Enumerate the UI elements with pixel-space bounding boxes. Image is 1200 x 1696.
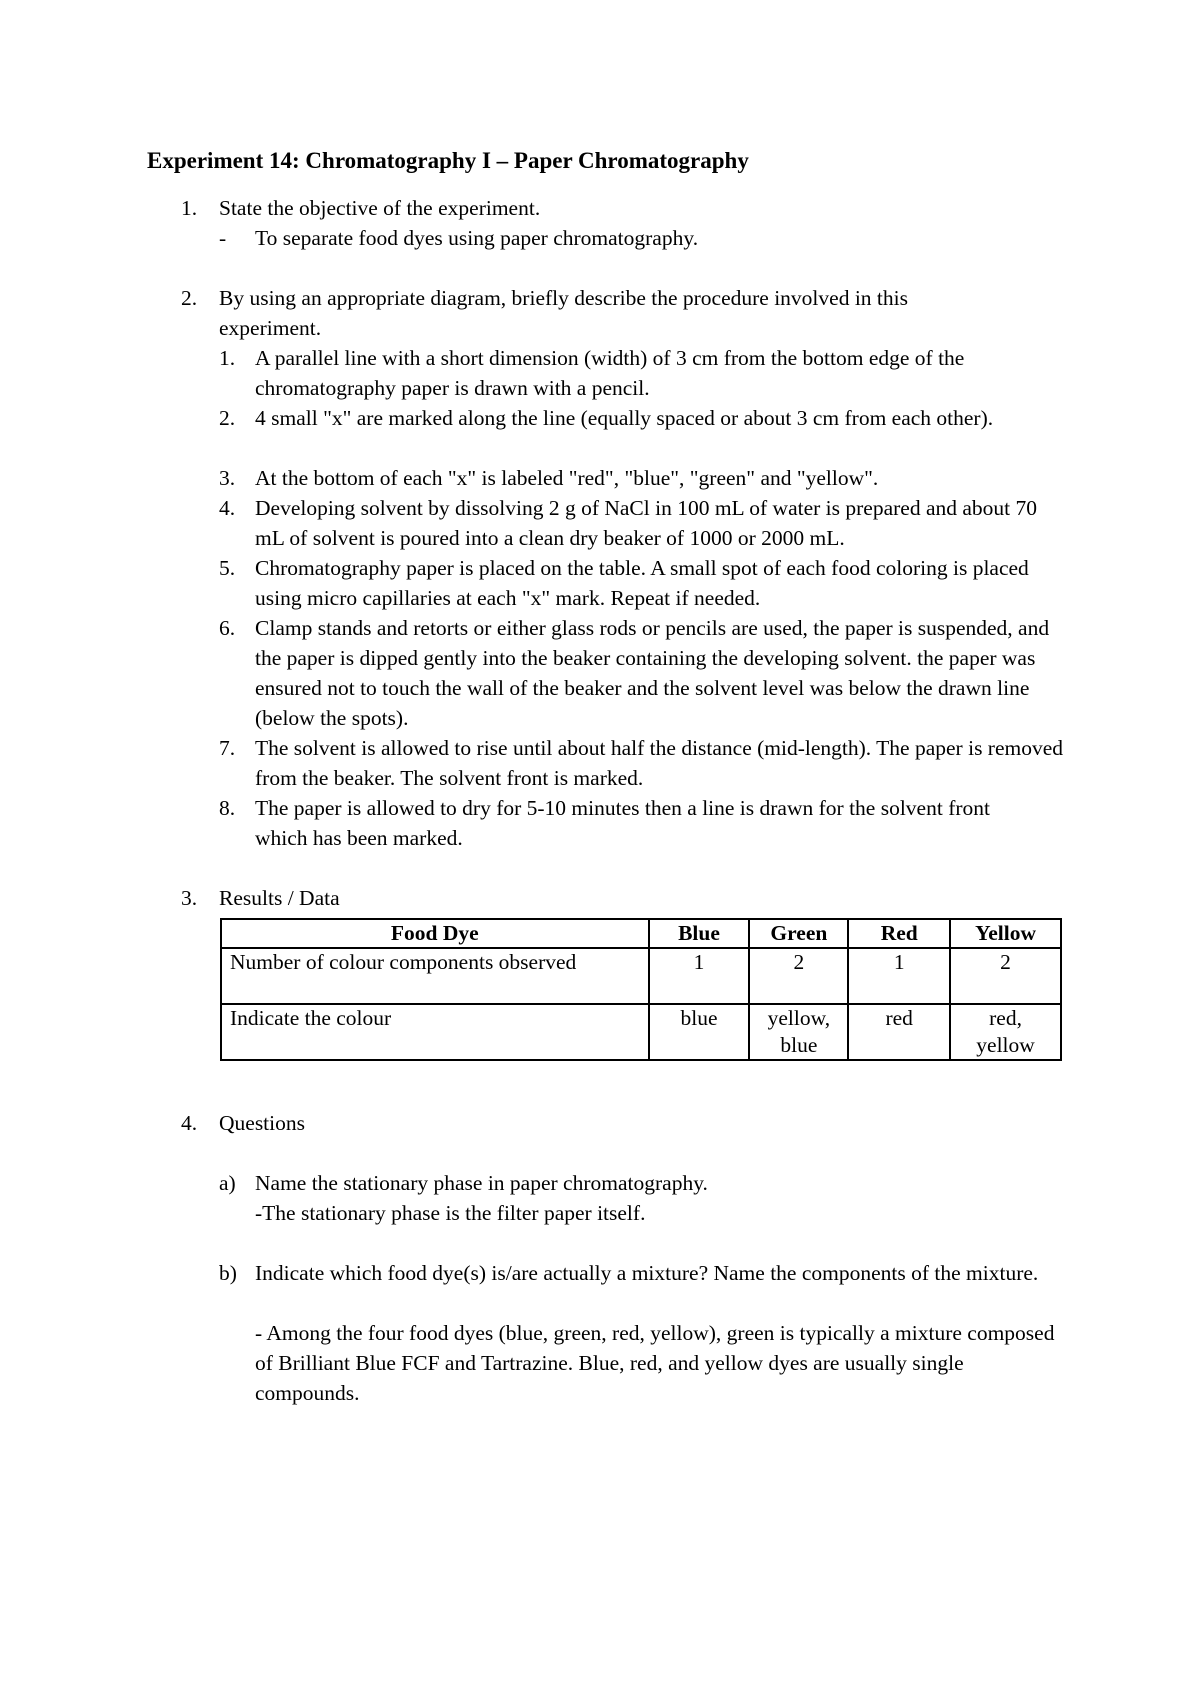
q4-text: Questions — [219, 1111, 305, 1135]
q2-text-line2: experiment. — [219, 316, 322, 340]
q4b-label: b) — [219, 1261, 237, 1285]
table-cell: 1 — [848, 948, 950, 1004]
step-number: 2. — [219, 406, 236, 430]
q4b-question: Indicate which food dye(s) is/are actually a mixture? Name the components of the mixture. — [255, 1261, 1039, 1285]
step-number: 5. — [219, 556, 236, 580]
q1-dash: - — [219, 226, 227, 250]
q1-number: 1. — [181, 196, 198, 220]
table-cell: blue — [649, 1004, 750, 1060]
table-row — [221, 1004, 1061, 1060]
table-header-cell: Red — [848, 919, 950, 948]
q4b-answer: - Among the four food dyes (blue, green, red, yellow), green is typically a mixture composed of Brilliant Blue FCF and Tartrazine. Blue, red, and yellow dyes are usually single compounds. — [255, 1321, 1055, 1405]
q1-answer: To separate food dyes using paper chromatography. — [255, 226, 699, 250]
procedure-step: The solvent is allowed to rise until about half the distance (mid-length). The paper is removed from the beaker. The solvent front is marked. — [255, 736, 1064, 790]
table-header-row — [221, 919, 1061, 948]
q1-text: State the objective of the experiment. — [219, 196, 541, 220]
table-header-cell: Blue — [649, 919, 750, 948]
procedure-step: 4 small "x" are marked along the line (equally spaced or about 3 cm from each other). — [255, 406, 994, 430]
table-cell: yellow, blue — [749, 1004, 848, 1060]
step-number: 7. — [219, 736, 236, 760]
step-number: 4. — [219, 496, 236, 520]
procedure-step: The paper is allowed to dry for 5-10 minutes then a line is drawn for the solvent front which has been marked. — [255, 796, 990, 850]
step-number: 1. — [219, 346, 236, 370]
procedure-step: A parallel line with a short dimension (width) of 3 cm from the bottom edge of the chromatography paper is drawn with a pencil. — [255, 346, 965, 400]
q4a-label: a) — [219, 1171, 236, 1195]
step-number: 3. — [219, 466, 236, 490]
results-table — [220, 918, 1062, 1061]
procedure-step: At the bottom of each "x" is labeled "red", "blue", "green" and "yellow". — [255, 466, 879, 490]
table-cell: Number of colour components observed — [221, 948, 649, 1004]
q4a-question: Name the stationary phase in paper chromatography. — [255, 1171, 708, 1195]
table-cell: 2 — [950, 948, 1061, 1004]
table-cell: red, yellow — [950, 1004, 1061, 1060]
q4a-answer: -The stationary phase is the filter paper itself. — [255, 1201, 646, 1225]
table-cell: 1 — [649, 948, 750, 1004]
table-header-cell: Green — [749, 919, 848, 948]
table-cell: red — [848, 1004, 950, 1060]
q3-text: Results / Data — [219, 886, 340, 910]
procedure-step: Chromatography paper is placed on the table. A small spot of each food coloring is placed using micro capillaries at each "x" mark. Repeat if needed. — [255, 556, 1029, 610]
q4-number: 4. — [181, 1111, 198, 1135]
table-header-cell: Yellow — [950, 919, 1061, 948]
page-title: Experiment 14: Chromatography I – Paper Chromatography — [147, 148, 749, 173]
table-header-cell: Food Dye — [221, 919, 649, 948]
procedure-step: Clamp stands and retorts or either glass rods or pencils are used, the paper is suspended, and the paper is dipped gently into the beaker containing the developing solvent. the paper was ensured not to touch the wall of the beaker and the solvent level was below the drawn line (below the spots). — [255, 616, 1050, 730]
step-number: 6. — [219, 616, 236, 640]
step-number: 8. — [219, 796, 236, 820]
table-cell: 2 — [749, 948, 848, 1004]
procedure-step: Developing solvent by dissolving 2 g of NaCl in 100 mL of water is prepared and about 70 mL of solvent is poured into a clean dry beaker of 1000 or 2000 mL. — [255, 496, 1038, 550]
table-row — [221, 948, 1061, 1004]
q2-number: 2. — [181, 286, 198, 310]
table-cell: Indicate the colour — [221, 1004, 649, 1060]
q3-number: 3. — [181, 886, 198, 910]
q2-text-line1: By using an appropriate diagram, briefly describe the procedure involved in this — [219, 286, 908, 310]
